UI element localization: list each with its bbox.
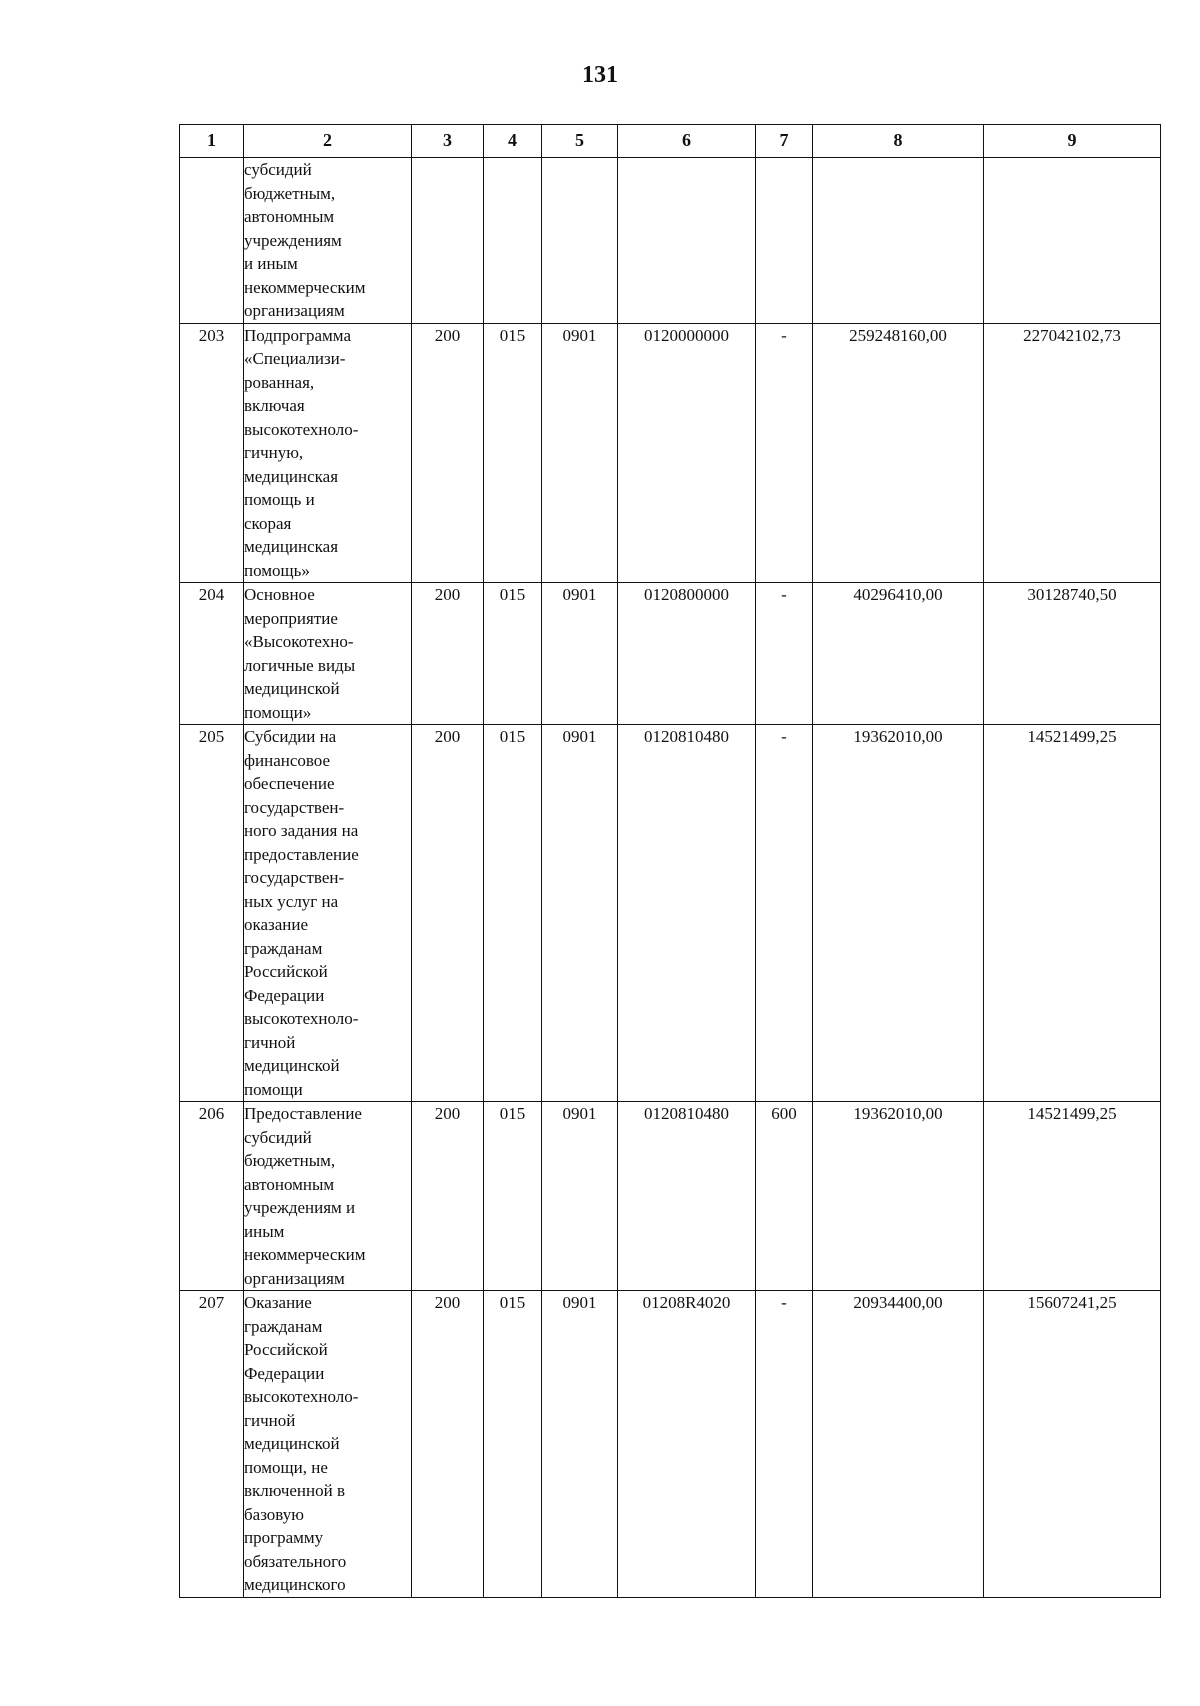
col7-code: - [756,323,813,583]
name-line: государствен- [244,797,345,817]
row-name [244,583,412,725]
name-line: гичной [244,1410,296,1430]
column-header: 5 [542,125,618,158]
name-line: высокотехноло- [244,1009,359,1028]
row-number: 204 [180,583,244,725]
column-header: 8 [813,125,984,158]
col4-code: 015 [484,583,542,725]
col8-amount: 259248160,00 [813,323,984,583]
budget-table [179,124,1161,1598]
name-line: включенной в [244,1481,345,1500]
name-line: оказание [244,915,309,934]
column-header: 7 [756,125,813,158]
col3-code: 200 [412,323,484,583]
table-row [180,725,1161,1102]
name-line: логичные виды [244,655,356,675]
col3-code: 200 [412,725,484,1102]
col9-amount: 14521499,25 [984,725,1161,1102]
name-line: Оказание [244,1293,312,1312]
name-line: учреждениям и [244,1198,356,1217]
row-number: 203 [180,323,244,583]
col6-code: 0120800000 [618,583,756,725]
name-line: учреждениям [244,230,342,250]
name-line: обязательного [244,1551,347,1571]
name-line: базовую [244,1504,304,1524]
col6-code: 01208R4020 [618,1291,756,1598]
table-row [180,323,1161,583]
name-line: ных услуг на [244,891,339,911]
name-line: помощь и [244,490,315,509]
name-line: мероприятие [244,608,338,628]
column-header: 3 [412,125,484,158]
name-line: Российской [244,962,328,981]
name-line: медицинская [244,466,339,486]
name-line: бюджетным, [244,1151,336,1170]
col5-code: 0901 [542,725,618,1102]
name-line: рованная, [244,372,315,392]
col4-code: 015 [484,323,542,583]
name-line: и иным [244,254,298,273]
name-line: гражданам [244,938,323,958]
continuation-row [180,158,1161,324]
name-line: ного задания на [244,821,359,840]
name-line: высокотехноло- [244,1387,359,1406]
name-line: гичную, [244,443,304,462]
name-line: медицинская [244,537,339,556]
name-line: гражданам [244,1316,323,1336]
name-line: предоставление [244,844,359,864]
name-line: автономным [244,1174,335,1194]
table-body [180,158,1161,1598]
row-name [244,323,412,583]
name-line: помощи, не [244,1457,328,1477]
name-line: помощи» [244,702,312,722]
name-line: Федерации [244,985,325,1005]
name-line: медицинского [244,1575,346,1594]
name-line: Предоставление [244,1104,362,1123]
col5-code: 0901 [542,1102,618,1291]
name-line: «Специализи- [244,349,346,368]
column-header: 1 [180,125,244,158]
name-line: скорая [244,513,292,533]
name-line: субсидий [244,1127,312,1147]
col4-code: 015 [484,1291,542,1598]
table-row [180,1102,1161,1291]
name-line: финансовое [244,750,331,770]
name-line: включая [244,396,305,415]
table-row [180,1291,1161,1598]
col3-code: 200 [412,1291,484,1598]
column-header: 9 [984,125,1161,158]
name-line: медицинской [244,1434,340,1453]
col5-code: 0901 [542,1291,618,1598]
col9-amount: 30128740,50 [984,583,1161,725]
continuation-cell [244,158,412,324]
col8-amount: 19362010,00 [813,725,984,1102]
column-header: 2 [244,125,412,158]
name-line: «Высокотехно- [244,632,354,651]
header-row [180,125,1161,158]
col7-code: 600 [756,1102,813,1291]
name-line: некоммерческим [244,1245,366,1264]
row-name [244,1291,412,1598]
name-line: некоммерческим [244,277,366,297]
name-line: Подпрограмма [244,325,351,345]
col3-code: 200 [412,1102,484,1291]
name-line: Основное [244,585,315,604]
col4-code: 015 [484,1102,542,1291]
name-line: иным [244,1221,285,1241]
name-line: высокотехноло- [244,419,359,439]
name-line: государствен- [244,868,345,887]
col6-code: 0120810480 [618,725,756,1102]
name-line: медицинской [244,1056,340,1075]
row-name [244,1102,412,1291]
col5-code: 0901 [542,583,618,725]
col7-code: - [756,1291,813,1598]
column-header: 6 [618,125,756,158]
name-line: Субсидии на [244,727,337,746]
col9-amount: 227042102,73 [984,323,1161,583]
name-line: организациям [244,301,345,320]
col8-amount: 40296410,00 [813,583,984,725]
col8-amount: 20934400,00 [813,1291,984,1598]
col9-amount: 14521499,25 [984,1102,1161,1291]
col7-code: - [756,583,813,725]
col6-code: 0120810480 [618,1102,756,1291]
name-line: автономным [244,207,335,226]
col4-code: 015 [484,725,542,1102]
name-line: Российской [244,1340,328,1359]
col3-code: 200 [412,583,484,725]
name-line: медицинской [244,679,340,698]
name-line: организациям [244,1268,345,1288]
name-line: субсидий [244,160,312,179]
page-number: 131 [582,62,618,88]
row-name [244,725,412,1102]
table-row [180,583,1161,725]
name-line: помощи [244,1079,303,1099]
row-number: 207 [180,1291,244,1598]
row-number: 205 [180,725,244,1102]
name-line: обеспечение [244,774,335,793]
name-line: Федерации [244,1363,325,1383]
col5-code: 0901 [542,323,618,583]
name-line: бюджетным, [244,183,336,203]
name-line: программу [244,1528,324,1547]
col9-amount: 15607241,25 [984,1291,1161,1598]
name-line: помощь» [244,560,310,580]
col6-code: 0120000000 [618,323,756,583]
name-line: гичной [244,1032,296,1052]
column-header: 4 [484,125,542,158]
row-number: 206 [180,1102,244,1291]
col8-amount: 19362010,00 [813,1102,984,1291]
col7-code: - [756,725,813,1102]
